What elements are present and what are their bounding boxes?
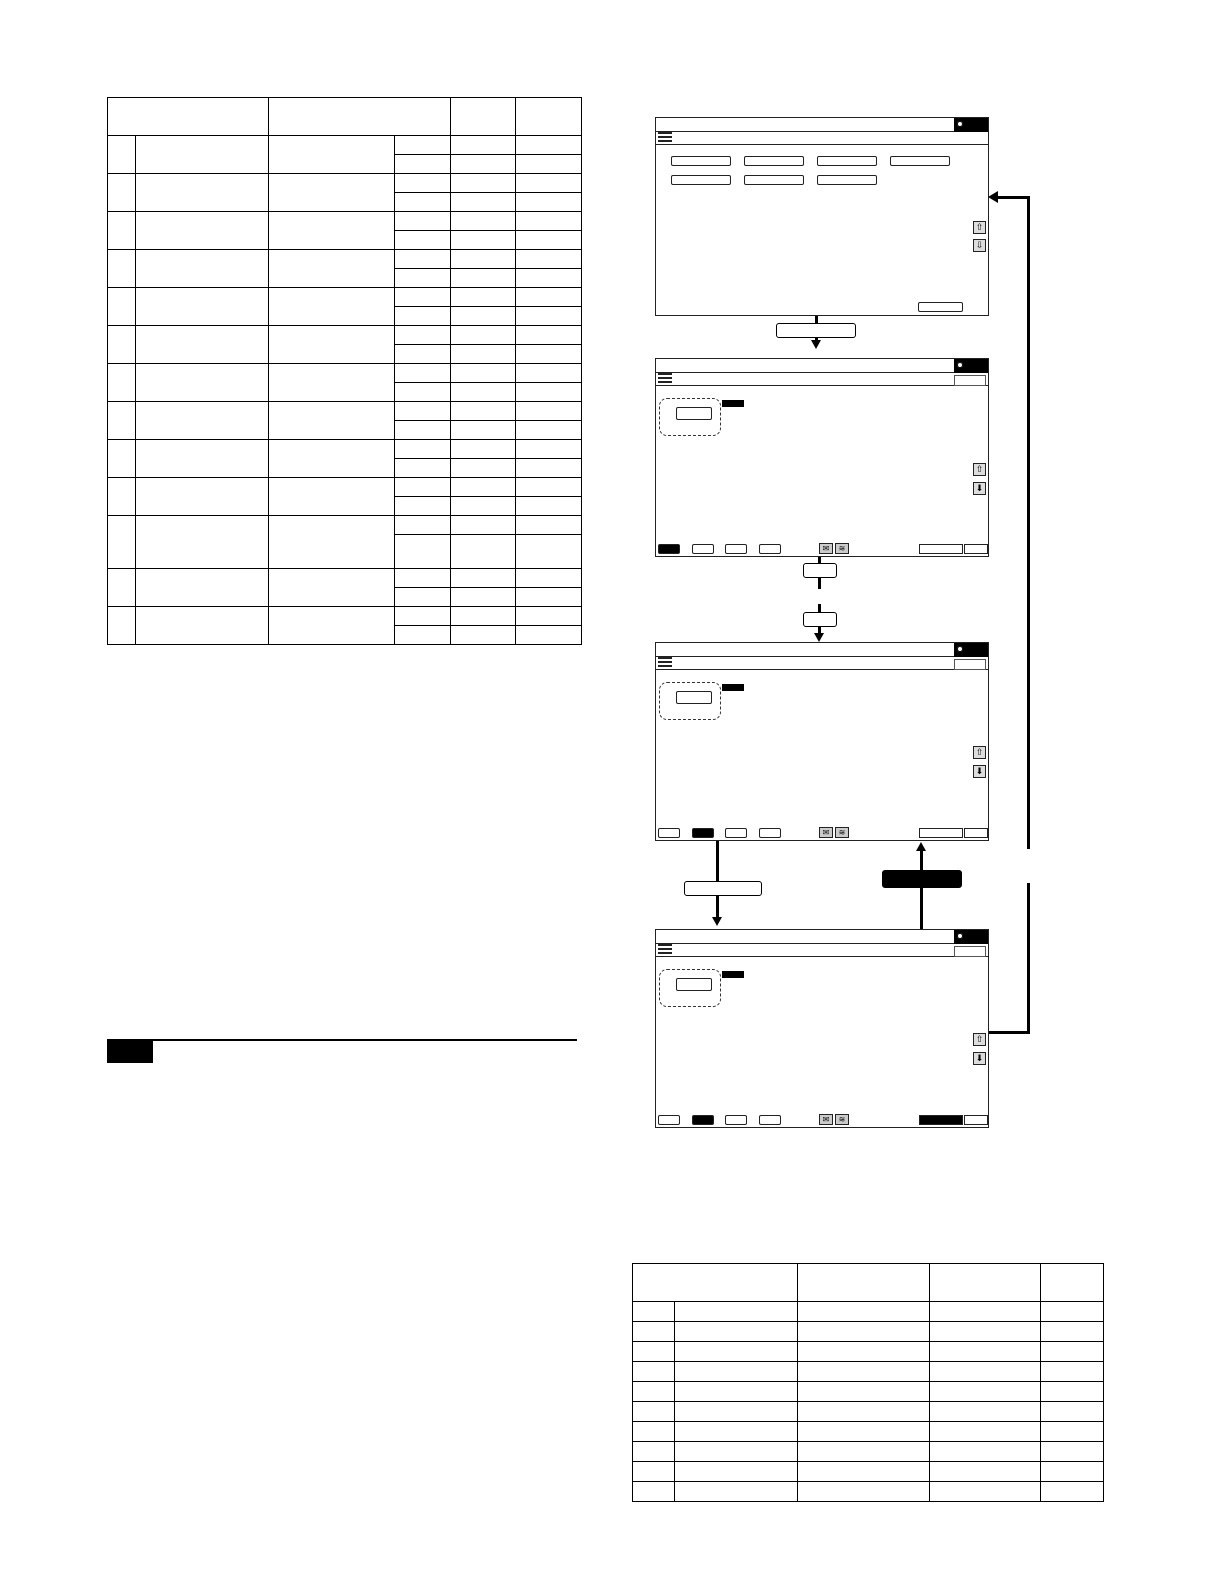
sub-bar <box>656 656 988 670</box>
table-cell <box>451 478 516 497</box>
table-cell <box>1041 1402 1104 1422</box>
table-cell <box>633 1482 675 1502</box>
tab-2[interactable] <box>692 828 714 838</box>
table-cell <box>930 1462 1041 1482</box>
table-cell <box>395 174 451 193</box>
option-button[interactable] <box>744 156 804 166</box>
footer-button-active[interactable] <box>919 1115 963 1125</box>
table-cell <box>136 516 269 569</box>
table-cell <box>930 1482 1041 1502</box>
table-cell <box>675 1422 798 1442</box>
value-field[interactable] <box>676 691 712 704</box>
footer-button[interactable] <box>919 828 963 838</box>
table-cell <box>516 136 582 155</box>
footer-button[interactable] <box>964 544 988 554</box>
table-cell <box>798 1422 930 1442</box>
scroll-icon[interactable]: ≋ <box>835 1114 849 1125</box>
selection-group <box>659 969 721 1007</box>
table-cell <box>516 250 582 269</box>
table-cell <box>451 193 516 212</box>
table-cell <box>516 421 582 440</box>
tab-2[interactable] <box>692 1115 714 1125</box>
table-cell <box>633 1322 675 1342</box>
table-cell <box>395 307 451 326</box>
flow-label <box>803 612 837 627</box>
table-cell <box>516 326 582 345</box>
table-cell <box>516 383 582 402</box>
table-cell <box>136 326 269 364</box>
table-cell <box>269 174 395 212</box>
table-cell <box>516 535 582 569</box>
flow-label <box>776 323 856 338</box>
table-cell <box>451 535 516 569</box>
table-cell <box>1041 1342 1104 1362</box>
table-cell <box>395 193 451 212</box>
table-cell <box>798 1322 930 1342</box>
table-cell <box>516 193 582 212</box>
table-cell <box>136 402 269 440</box>
table-cell <box>269 212 395 250</box>
table-cell <box>451 421 516 440</box>
table-cell <box>633 1342 675 1362</box>
table-cell <box>395 569 451 588</box>
table-cell <box>675 1362 798 1382</box>
down-arrow-icon[interactable]: ⇩ <box>973 239 986 252</box>
arrow-up-icon <box>916 842 926 851</box>
table-cell <box>930 1402 1041 1422</box>
table-cell <box>451 364 516 383</box>
mail-icon[interactable]: ✉ <box>819 1114 833 1125</box>
status-tag <box>722 400 744 407</box>
table-cell <box>451 459 516 478</box>
table-cell <box>136 288 269 326</box>
loop-line <box>997 196 1030 199</box>
table-cell <box>269 607 395 645</box>
table-cell <box>675 1382 798 1402</box>
table-cell <box>108 364 136 402</box>
header-cell <box>1041 1264 1104 1302</box>
table-cell <box>516 345 582 364</box>
table-cell <box>108 326 136 364</box>
table-cell <box>516 288 582 307</box>
screen-2 <box>655 358 989 557</box>
table-cell <box>675 1322 798 1342</box>
table-cell <box>451 607 516 626</box>
table-cell <box>516 569 582 588</box>
arrow-down-icon <box>814 633 824 642</box>
flow-line <box>716 841 719 917</box>
mail-icon[interactable]: ✉ <box>819 543 833 554</box>
flow-label <box>803 563 837 578</box>
table-cell <box>451 626 516 645</box>
table-cell <box>108 212 136 250</box>
table-cell <box>451 136 516 155</box>
table-cell <box>395 288 451 307</box>
table-cell <box>395 326 451 345</box>
table-cell <box>108 288 136 326</box>
table-cell <box>516 155 582 174</box>
table-cell <box>108 607 136 645</box>
table-cell <box>136 250 269 288</box>
table-cell <box>269 478 395 516</box>
table-cell <box>269 250 395 288</box>
table-cell <box>516 588 582 607</box>
tab-3[interactable] <box>725 828 747 838</box>
table-cell <box>516 174 582 193</box>
up-arrow-icon[interactable]: ⇧ <box>973 746 986 759</box>
table-cell <box>451 326 516 345</box>
table-cell <box>136 212 269 250</box>
info-icon[interactable] <box>954 643 988 657</box>
table-cell <box>108 250 136 288</box>
note-rule <box>107 1039 577 1041</box>
flow-line <box>920 851 923 929</box>
table-cell <box>1041 1482 1104 1502</box>
header-cell <box>451 98 516 136</box>
sub-bar <box>656 943 988 957</box>
table-cell <box>798 1402 930 1422</box>
bottom-table <box>632 1263 1104 1502</box>
option-button[interactable] <box>671 175 731 185</box>
menu-icon[interactable] <box>658 657 672 667</box>
tab-4[interactable] <box>759 1115 781 1125</box>
tab-3[interactable] <box>725 544 747 554</box>
table-cell <box>516 459 582 478</box>
table-cell <box>395 626 451 645</box>
sub-bar <box>656 372 988 386</box>
table-cell <box>675 1462 798 1482</box>
table-cell <box>395 607 451 626</box>
info-icon[interactable] <box>954 359 988 373</box>
table-cell <box>633 1402 675 1422</box>
table-cell <box>395 345 451 364</box>
table-cell <box>930 1302 1041 1322</box>
loop-line <box>1027 196 1030 849</box>
header-cell <box>930 1264 1041 1302</box>
table-cell <box>395 497 451 516</box>
table-cell <box>675 1302 798 1322</box>
table-cell <box>395 231 451 250</box>
table-cell <box>798 1462 930 1482</box>
table-cell <box>451 383 516 402</box>
table-cell <box>633 1302 675 1322</box>
option-button[interactable] <box>817 156 877 166</box>
table-cell <box>395 588 451 607</box>
table-cell <box>516 402 582 421</box>
header-cell <box>798 1264 930 1302</box>
table-cell <box>451 497 516 516</box>
table-cell <box>395 383 451 402</box>
tab-1[interactable] <box>658 828 680 838</box>
screen-1 <box>655 117 989 316</box>
table-cell <box>633 1362 675 1382</box>
table-cell <box>930 1362 1041 1382</box>
menu-icon[interactable] <box>658 944 672 954</box>
arrow-down-icon <box>811 340 821 349</box>
up-arrow-icon[interactable]: ⇧ <box>973 221 986 234</box>
table-cell <box>451 288 516 307</box>
table-cell <box>108 136 136 174</box>
title-bar <box>656 359 988 373</box>
table-cell <box>798 1362 930 1382</box>
footer-button[interactable] <box>919 544 963 554</box>
sub-bar <box>656 131 988 145</box>
table-cell <box>395 269 451 288</box>
table-cell <box>136 569 269 607</box>
table-cell <box>395 421 451 440</box>
info-icon[interactable] <box>954 118 988 132</box>
title-bar <box>656 930 988 944</box>
loop-line <box>1027 883 1030 1033</box>
table-cell <box>136 440 269 478</box>
table-cell <box>269 136 395 174</box>
table-cell <box>633 1382 675 1402</box>
table-cell <box>633 1462 675 1482</box>
value-field[interactable] <box>676 407 712 420</box>
table-cell <box>395 155 451 174</box>
table-cell <box>633 1442 675 1462</box>
table-cell <box>136 136 269 174</box>
table-cell <box>633 1422 675 1442</box>
selection-group <box>659 682 721 720</box>
arrow-left-icon <box>988 191 998 203</box>
tab-4[interactable] <box>759 828 781 838</box>
back-button[interactable] <box>954 375 986 386</box>
header-cell <box>108 98 269 136</box>
tab-1[interactable] <box>658 544 680 554</box>
table-cell <box>269 288 395 326</box>
title-bar <box>656 643 988 657</box>
table-cell <box>930 1422 1041 1442</box>
option-button[interactable] <box>890 156 950 166</box>
table-cell <box>269 440 395 478</box>
table-cell <box>451 307 516 326</box>
table-cell <box>108 569 136 607</box>
option-button[interactable] <box>671 156 731 166</box>
table-cell <box>675 1342 798 1362</box>
table-cell <box>1041 1382 1104 1402</box>
table-cell <box>516 364 582 383</box>
tab-3[interactable] <box>725 1115 747 1125</box>
table-cell <box>269 364 395 402</box>
value-field[interactable] <box>676 978 712 991</box>
mail-icon[interactable]: ✉ <box>819 827 833 838</box>
table-cell <box>798 1482 930 1502</box>
table-cell <box>1041 1362 1104 1382</box>
table-cell <box>451 155 516 174</box>
table-cell <box>930 1322 1041 1342</box>
table-cell <box>516 478 582 497</box>
menu-icon[interactable] <box>658 132 672 142</box>
table-cell <box>451 269 516 288</box>
title-bar <box>656 118 988 132</box>
scroll-icon[interactable]: ≋ <box>835 827 849 838</box>
table-cell <box>675 1442 798 1462</box>
table-cell <box>451 440 516 459</box>
table-cell <box>1041 1462 1104 1482</box>
table-cell <box>1041 1422 1104 1442</box>
table-cell <box>930 1442 1041 1462</box>
table-cell <box>451 569 516 588</box>
ok-button[interactable] <box>918 302 963 312</box>
screen-3 <box>655 642 989 841</box>
table-cell <box>451 212 516 231</box>
table-cell <box>136 364 269 402</box>
table-cell <box>269 402 395 440</box>
table-cell <box>798 1442 930 1462</box>
table-cell <box>451 402 516 421</box>
flow-label <box>684 881 762 896</box>
table-cell <box>108 402 136 440</box>
table-cell <box>451 250 516 269</box>
header-cell <box>269 98 451 136</box>
note-tag <box>107 1041 153 1063</box>
table-cell <box>675 1482 798 1502</box>
table-cell <box>798 1302 930 1322</box>
table-cell <box>108 174 136 212</box>
option-button[interactable] <box>817 175 877 185</box>
table-cell <box>136 478 269 516</box>
footer-button[interactable] <box>964 1115 988 1125</box>
table-cell <box>516 497 582 516</box>
table-cell <box>930 1342 1041 1362</box>
scroll-icon[interactable]: ≋ <box>835 543 849 554</box>
tab-1[interactable] <box>658 1115 680 1125</box>
table-cell <box>395 364 451 383</box>
left-table <box>107 97 582 645</box>
table-cell <box>108 440 136 478</box>
table-cell <box>395 478 451 497</box>
table-cell <box>395 250 451 269</box>
table-cell <box>451 231 516 250</box>
down-arrow-icon[interactable]: ⬇ <box>973 1052 986 1065</box>
table-cell <box>516 212 582 231</box>
tab-2[interactable] <box>692 544 714 554</box>
table-cell <box>395 516 451 535</box>
arrow-down-icon <box>712 917 722 926</box>
table-cell <box>1041 1442 1104 1462</box>
table-cell <box>516 607 582 626</box>
table-cell <box>451 174 516 193</box>
table-cell <box>516 626 582 645</box>
table-cell <box>108 516 136 569</box>
table-cell <box>108 478 136 516</box>
header-cell <box>516 98 582 136</box>
footer-button[interactable] <box>964 828 988 838</box>
back-button[interactable] <box>954 659 986 670</box>
table-cell <box>136 607 269 645</box>
status-tag <box>722 971 744 978</box>
info-icon[interactable] <box>954 930 988 944</box>
table-cell <box>1041 1302 1104 1322</box>
menu-icon[interactable] <box>658 373 672 383</box>
flow-label <box>882 870 962 888</box>
table-cell <box>516 269 582 288</box>
option-button[interactable] <box>744 175 804 185</box>
status-tag <box>722 684 744 691</box>
table-cell <box>269 516 395 569</box>
table-cell <box>675 1402 798 1422</box>
table-cell <box>451 345 516 364</box>
table-cell <box>516 307 582 326</box>
table-cell <box>269 326 395 364</box>
table-cell <box>516 440 582 459</box>
table-cell <box>269 569 395 607</box>
back-button[interactable] <box>954 946 986 957</box>
table-cell <box>395 440 451 459</box>
table-cell <box>451 588 516 607</box>
table-cell <box>451 516 516 535</box>
table-cell <box>1041 1322 1104 1342</box>
down-arrow-icon[interactable]: ⬇ <box>973 765 986 778</box>
table-cell <box>516 516 582 535</box>
selection-group <box>659 398 721 436</box>
table-cell <box>395 136 451 155</box>
table-cell <box>395 459 451 478</box>
table-cell <box>516 231 582 250</box>
up-arrow-icon[interactable]: ⇧ <box>973 1033 986 1046</box>
table-cell <box>798 1342 930 1362</box>
down-arrow-icon[interactable]: ⬇ <box>973 482 986 495</box>
table-cell <box>930 1382 1041 1402</box>
up-arrow-icon[interactable]: ⇧ <box>973 463 986 476</box>
screen-4 <box>655 929 989 1128</box>
table-cell <box>136 174 269 212</box>
table-cell <box>798 1382 930 1402</box>
header-cell <box>633 1264 798 1302</box>
loop-line <box>989 1031 1030 1034</box>
table-cell <box>395 212 451 231</box>
table-cell <box>395 535 451 569</box>
table-cell <box>395 402 451 421</box>
tab-4[interactable] <box>759 544 781 554</box>
